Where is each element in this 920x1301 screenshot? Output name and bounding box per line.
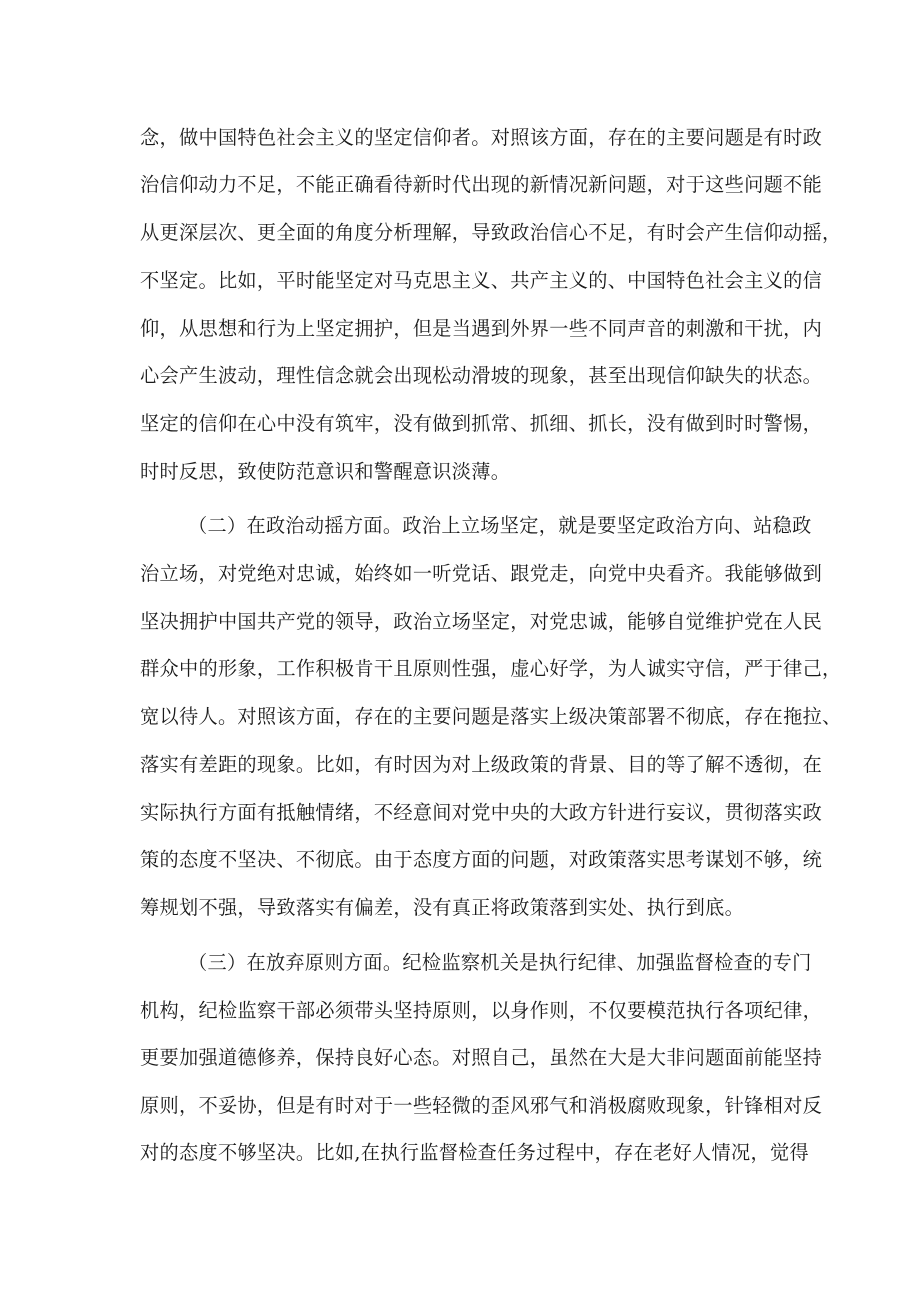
text-line: 实际执行方面有抵触情绪，不经意间对党中央的大政方针进行妄议，贯彻落实政 [140,801,823,824]
text-line: 念，做中国特色社会主义的坚定信仰者。对照该方面，存在的主要问题是有时政 [140,126,823,149]
text-line: 心会产生波动，理性信念就会出现松动滑坡的现象，甚至出现信仰缺失的状态。 [140,364,823,387]
text-line: 仰，从思想和行为上坚定拥护，但是当遇到外界一些不同声音的刺激和干扰，内 [140,317,823,340]
text-line: 宽以待人。对照该方面，存在的主要问题是落实上级决策部署不彻底，存在拖拉、 [140,705,842,728]
paragraph-heading-line: （三）在放弃原则方面。纪检监察机关是执行纪律、加强监督检查的专门 [188,951,812,974]
text-line: 坚决拥护中国共产党的领导，政治立场坚定，对党忠诚，能够自觉维护党在人民 [140,610,823,633]
paragraph-heading-line: （二）在政治动摇方面。政治上立场坚定，就是要坚定政治方向、站稳政 [188,514,812,537]
text-line: 坚定的信仰在心中没有筑牢，没有做到抓常、抓细、抓长，没有做到时时警惕， [140,412,823,435]
text-line: 落实有差距的现象。比如，有时因为对上级政策的背景、目的等了解不透彻，在 [140,753,823,776]
text-line: 从更深层次、更全面的角度分析理解，导致政治信心不足，有时会产生信仰动摇， [140,221,842,244]
text-line: 策的态度不坚决、不彻底。由于态度方面的问题，对政策落实思考谋划不够，统 [140,848,823,871]
text-line: 更要加强道德修养，保持良好心态。对照自己，虽然在大是大非问题面前能坚持 [140,1046,823,1069]
text-line: 治信仰动力不足，不能正确看待新时代出现的新情况新问题，对于这些问题不能 [140,173,823,196]
text-line: 机构，纪检监察干部必须带头坚持原则，以身作则，不仅要模范执行各项纪律， [140,999,823,1022]
text-line: 治立场，对党绝对忠诚，始终如一听党话、跟党走，向党中央看齐。我能够做到 [140,562,823,585]
text-line: 原则，不妥协，但是有时对于一些轻微的歪风邪气和消极腐败现象，针锋相对反 [140,1094,823,1117]
text-line: 群众中的形象，工作积极肯干且原则性强，虚心好学，为人诚实守信，严于律己， [140,657,842,680]
text-line: 筹规划不强，导致落实有偏差，没有真正将政策落到实处、执行到底。 [140,896,745,919]
text-line: 对的态度不够坚决。比如,在执行监督检查任务过程中，存在老好人情况，觉得 [140,1141,809,1164]
text-line: 不坚定。比如，平时能坚定对马克思主义、共产主义的、中国特色社会主义的信 [140,269,823,292]
text-line: 时时反思，致使防范意识和警醒意识淡薄。 [140,460,511,483]
